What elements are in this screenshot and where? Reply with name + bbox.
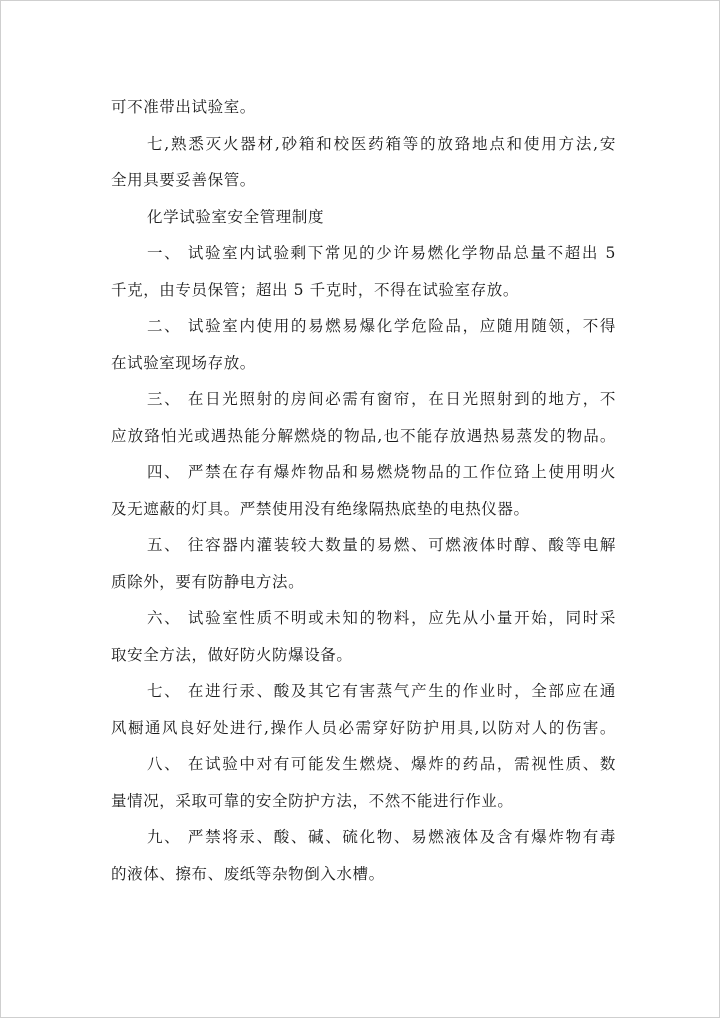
rule-7-line-2: 全用具要妥善保管。 (111, 171, 256, 189)
item-5-line-2: 质除外，要有防静电方法。 (111, 572, 305, 591)
item-6-line-1: 六、 试验室性质不明或未知的物料，应先从小量开始，同时采 (147, 609, 616, 627)
item-8-line-1: 八、 在试验中对有可能发生燃烧、爆炸的药品，需视性质、数 (147, 755, 616, 773)
item-1-line-2: 千克，由专员保管；超出 5 千克时，不得在试验室存放。 (111, 280, 519, 299)
item-1-line-1: 一、 试验室内试验剩下常见的少许易燃化学物品总量不超出 5 (147, 244, 616, 262)
item-7-line-1: 七、 在进行汞、酸及其它有害蒸气产生的作业时，全部应在通 (147, 682, 616, 700)
item-9-line-2: 的液体、擦布、废纸等杂物倒入水槽。 (111, 864, 385, 883)
item-9-line-1: 九、 严禁将汞、酸、碱、硫化物、易燃液体及含有爆炸物有毒 (147, 828, 616, 846)
text-line: 可不准带出试验室。 (111, 98, 256, 116)
item-7-line-2: 风橱通风良好处进行,操作人员必需穿好防护用具,以防对人的伤害。 (111, 718, 616, 737)
item-2-line-1: 二、 试验室内使用的易燃易爆化学危险品，应随用随领，不得 (147, 317, 616, 335)
document-body (111, 89, 616, 892)
item-2-line-2: 在试验室现场存放。 (111, 353, 256, 372)
item-4-line-2: 及无遮蔽的灯具。严禁使用没有绝缘隔热底垫的电热仪器。 (111, 499, 530, 518)
item-3-line-2: 应放臵怕光或遇热能分解燃烧的物品,也不能存放遇热易蒸发的物品。 (111, 426, 616, 445)
rule-7-line-1: 七,熟悉灭火器材,砂箱和校医药箱等的放臵地点和使用方法,安 (147, 134, 616, 153)
item-6-line-2: 取安全方法，做好防火防爆设备。 (111, 645, 353, 664)
item-8-line-2: 量情况，采取可靠的安全防护方法，不然不能进行作业。 (111, 791, 514, 810)
section-heading: 化学试验室安全管理制度 (147, 207, 325, 226)
item-5-line-1: 五、 往容器内灌装较大数量的易燃、可燃液体时醇、酸等电解 (147, 536, 616, 554)
item-3-line-1: 三、 在日光照射的房间必需有窗帘，在日光照射到的地方，不 (147, 390, 616, 408)
item-4-line-1: 四、 严禁在存有爆炸物品和易燃烧物品的工作位臵上使用明火 (147, 463, 616, 481)
